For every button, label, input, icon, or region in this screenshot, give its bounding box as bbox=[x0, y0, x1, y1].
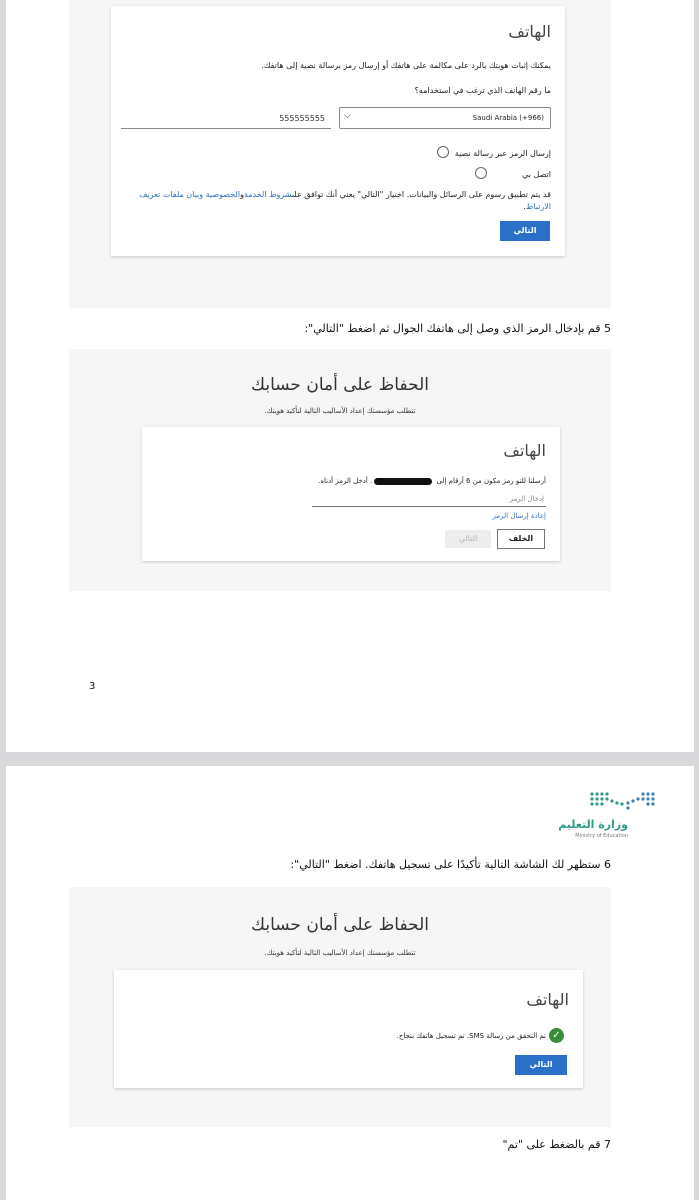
security-heading: الحفاظ على أمان حسابك bbox=[251, 915, 429, 935]
screenshot-success bbox=[69, 887, 611, 1127]
page-number: 3 bbox=[89, 681, 96, 692]
privacy-link[interactable]: الخصوصية وبيان ملفات تعريف الارتباط bbox=[139, 190, 551, 211]
sms-option-label[interactable]: إرسال الرمز عبر رسالة نصية bbox=[454, 149, 551, 158]
security-subheading: تتطلب مؤسستك إعداد الأساليب التالية لتأكيد هويتك. bbox=[264, 949, 416, 957]
next-button[interactable]: التالي bbox=[515, 1055, 567, 1075]
country-select[interactable] bbox=[339, 107, 551, 129]
next-button[interactable]: التالي bbox=[500, 221, 550, 241]
country-value: Saudi Arabia (+966) bbox=[472, 114, 544, 122]
call-option-label[interactable]: اتصل بي bbox=[522, 170, 551, 179]
terms-text bbox=[121, 189, 551, 213]
code-sent-before: أرسلنا للتو رمز مكون من 6 أرقام إلى bbox=[436, 477, 546, 485]
success-message: تم التحقق من رسالة SMS. تم تسجيل هاتفك بنجاح. bbox=[396, 1032, 546, 1040]
step-7-instruction: 7 قم بالضغط على "تم" bbox=[502, 1138, 611, 1151]
code-input[interactable] bbox=[312, 491, 546, 507]
phone-number-value: 555555555 bbox=[279, 114, 325, 123]
security-heading: الحفاظ على أمان حسابك bbox=[251, 375, 429, 395]
next-button-disabled: التالي bbox=[445, 530, 491, 548]
success-card bbox=[114, 970, 583, 1088]
card-title: الهاتف bbox=[503, 441, 546, 460]
check-circle-icon: ✓ bbox=[549, 1028, 564, 1043]
phone-number-input[interactable] bbox=[121, 109, 331, 129]
call-radio[interactable] bbox=[475, 167, 487, 179]
screenshot-phone-setup bbox=[69, 0, 611, 308]
enter-code-card bbox=[142, 427, 560, 561]
moe-logo-icon bbox=[588, 790, 658, 814]
back-button[interactable]: الخلف bbox=[497, 529, 545, 549]
moe-logo bbox=[554, 788, 664, 844]
redacted-phone-number bbox=[374, 478, 432, 485]
code-sent-after: . أدخل الرمز أدناه. bbox=[318, 477, 373, 485]
terms-of-service-link[interactable]: شروط الخدمة bbox=[243, 190, 292, 199]
intro-text: يمكنك إثبات هويتك بالرد على مكالمة على هاتفك أو إرسال رمز برسالة نصية إلى هاتفك. bbox=[261, 61, 551, 70]
logo-arabic-text: وزارة التعليم bbox=[558, 818, 628, 831]
step-6-instruction: 6 ستظهر لك الشاشة التالية تأكيدًا على تسجيل هاتفك. اضغط "التالي": bbox=[290, 858, 611, 871]
step-5-instruction: 5 قم بإدخال الرمز الذي وصل إلى هاتفك الجوال ثم اضغط "التالي": bbox=[304, 322, 611, 335]
code-placeholder: إدخال الرمز bbox=[509, 495, 544, 503]
phone-setup-card bbox=[111, 6, 565, 256]
document-page-1 bbox=[6, 0, 694, 752]
terms-and: و bbox=[240, 190, 244, 199]
terms-body: قد يتم تطبيق رسوم على الرسائل والبيانات. اختيار "التالي" يعني أنك توافق على bbox=[291, 190, 551, 199]
resend-code-link[interactable]: إعادة إرسال الرمز bbox=[492, 512, 546, 520]
phone-question: ما رقم الهاتف الذي ترغب في استخدامه؟ bbox=[414, 86, 551, 95]
document-page-2 bbox=[6, 766, 694, 1200]
card-title: الهاتف bbox=[508, 22, 551, 41]
terms-end: . bbox=[523, 202, 526, 211]
logo-english-text: Ministry of Education bbox=[575, 833, 628, 839]
chevron-down-icon: ⌵ bbox=[344, 111, 351, 121]
code-sent-text bbox=[318, 477, 546, 485]
security-subheading: تتطلب مؤسستك إعداد الأساليب التالية لتأكيد هويتك. bbox=[264, 407, 416, 415]
sms-radio[interactable] bbox=[437, 146, 449, 158]
screenshot-enter-code bbox=[69, 349, 611, 591]
card-title: الهاتف bbox=[526, 990, 569, 1009]
